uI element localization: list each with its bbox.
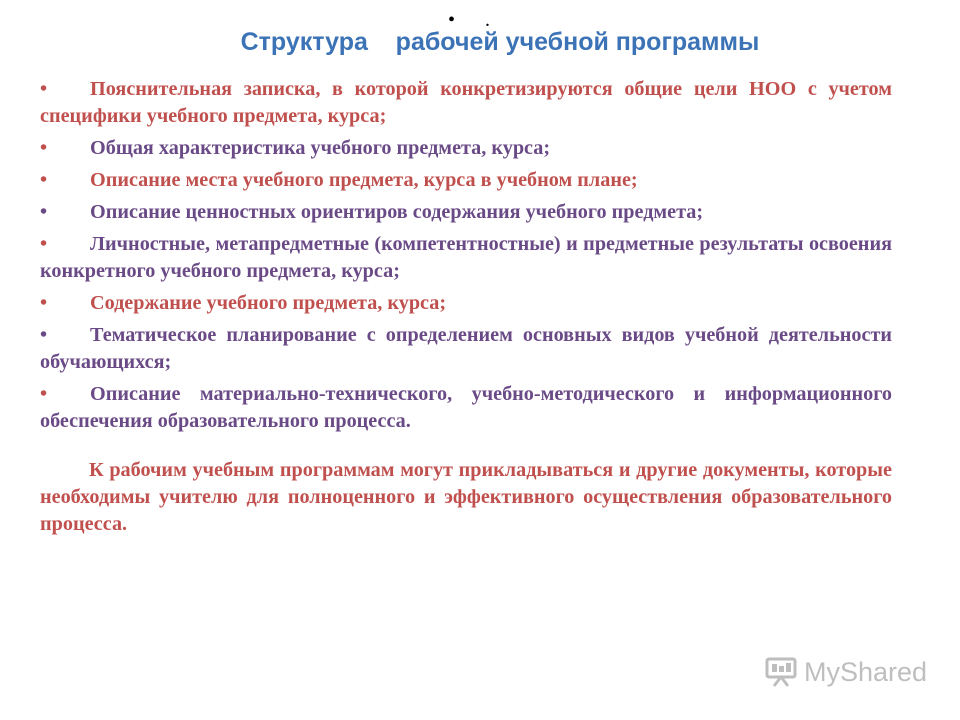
list-item-text: Описание ценностных ориентиров содержания учебного предмета; (90, 201, 704, 223)
bullet: • (40, 169, 48, 191)
bullet: • (40, 324, 48, 346)
list-item (40, 135, 892, 162)
list-item-text: Описание материально-технического, учебно-методического и информационного обеспечения образовательного процесса. (40, 383, 892, 432)
list-item-text: Содержание учебного предмета, курса; (90, 292, 447, 314)
list-item-text: Общая характеристика учебного предмета, курса; (90, 137, 551, 159)
bullet: • (40, 383, 48, 405)
slide-content (40, 76, 892, 538)
list-item (40, 290, 892, 317)
list-item (40, 322, 892, 376)
list-item-text: Тематическое планирование с определением основных видов учебной деятельности обучающихся; (40, 324, 892, 373)
list-item (40, 76, 892, 130)
list-item (40, 231, 892, 285)
list-item (40, 167, 892, 194)
bullet: • (40, 292, 48, 314)
watermark-logo (764, 654, 927, 690)
bullet: • (40, 137, 48, 159)
list-item (40, 199, 892, 226)
list-item-text: Пояснительная записка, в которой конкретизируются общие цели НОО с учетом специфики учебного предмета, курса; (40, 78, 892, 127)
slide-title: Структура рабочей учебной программы (240, 28, 760, 56)
watermark-text: MyShared (804, 656, 928, 687)
bullet: • (40, 201, 48, 223)
bullet: • (40, 78, 48, 100)
closing-note: К рабочим учебным программам могут прикладываться и другие документы, которые необходимы учителю для полноценного и эффективного осуществления образовательного процесса. (40, 459, 892, 535)
list-item-text: Описание места учебного предмета, курса в учебном плане; (90, 169, 638, 191)
presentation-board-icon (764, 656, 798, 688)
decorative-dots: • . (448, 9, 491, 31)
list-item (40, 381, 892, 435)
list-item-text: Личностные, метапредметные (компетентностные) и предметные результаты освоения конкретного учебного предмета, курса; (40, 233, 892, 282)
bullet: • (40, 233, 48, 255)
